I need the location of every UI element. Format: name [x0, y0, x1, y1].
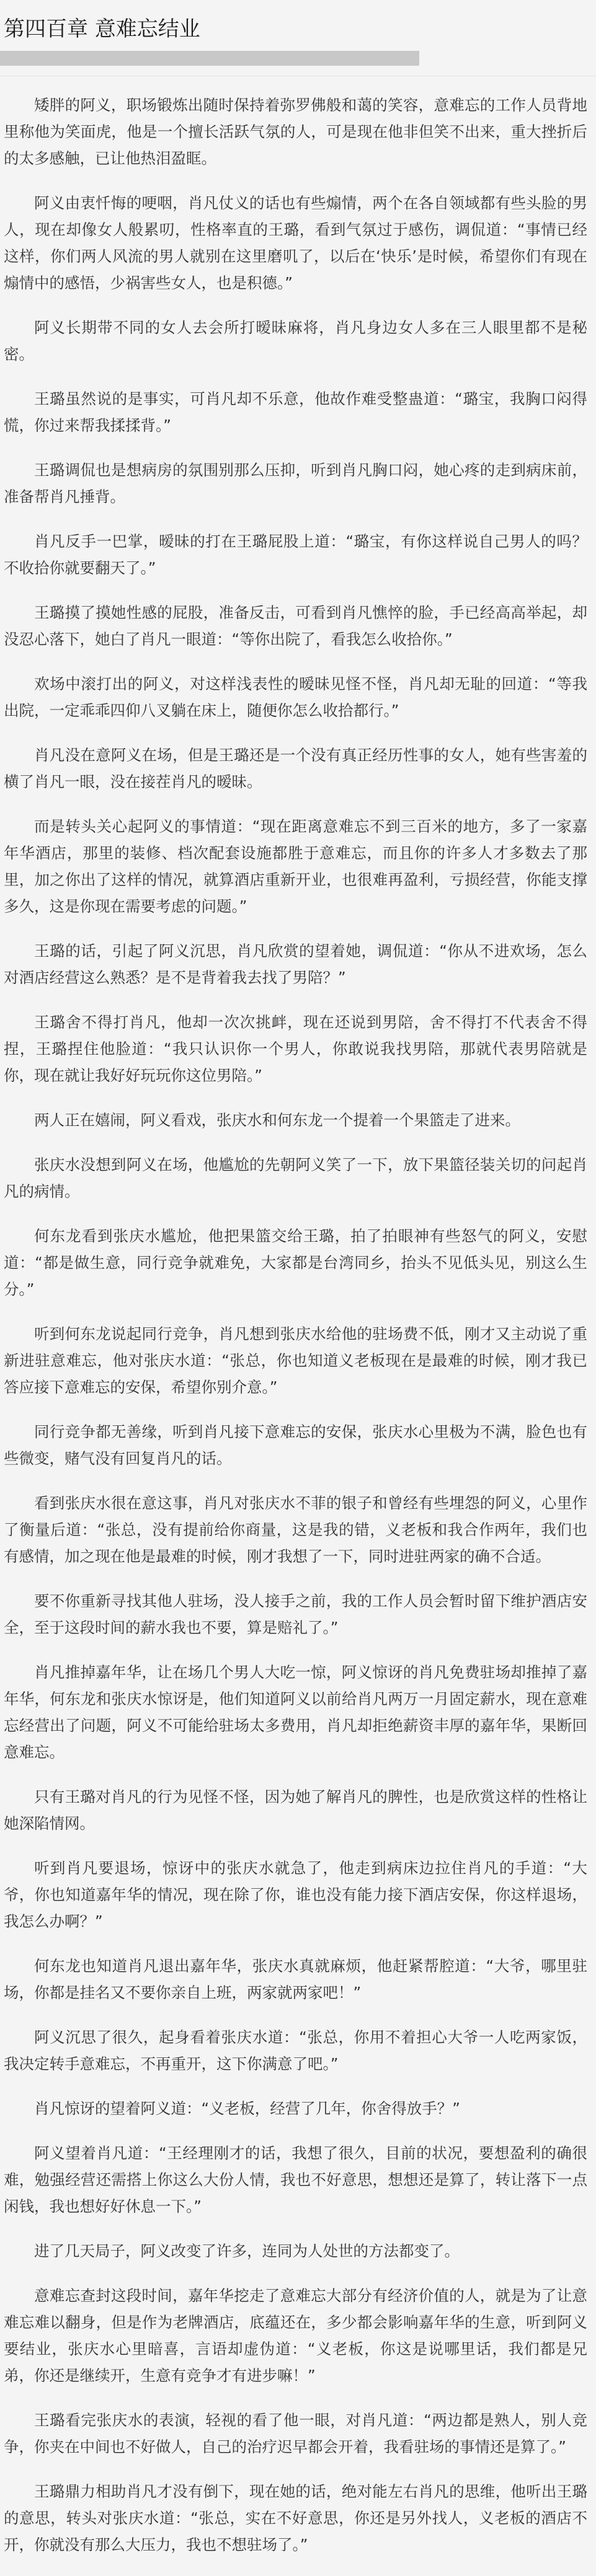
- paragraph: 王璐舍不得打肖凡，他却一次次挑衅，现在还说到男陪，舍不得打不代表舍不得捏，王璐捏住他脸道：“我只认识你一个男人，你敢说我找男陪，那就代表男陪就是你，现在就让我好好玩玩你这位男陪。”: [4, 1013, 587, 1084]
- paragraph: 肖凡反手一巴掌，暧昧的打在王璐屁股上道：“璐宝，有你这样说自己男人的吗？不收拾你就要翻天了。”: [4, 532, 587, 577]
- paragraph: 王璐的话，引起了阿义沉思，肖凡欣赏的望着她，调侃道：“你从不进欢场，怎么对酒店经营这么熟悉？是不是背着我去找了男陪？”: [4, 942, 587, 987]
- paragraph: 王璐鼎力相助肖凡才没有倒下，现在她的话，绝对能左右肖凡的思维，他听出王璐的意思，转头对张庆水道：“张总，实在不好意思，你还是另外找人，义老板的酒店不开，你就没有那么大压力，我也不想驻场了。”: [4, 2482, 587, 2554]
- paragraph: 欢场中滚打出的阿义，对这样浅表性的暧昧见怪不怪，肖凡却无耻的回道：“等我出院，一定乖乖四仰八叉躺在床上，随便你怎么收拾都行。”: [4, 675, 587, 719]
- paragraph: 阿义望着肖凡道：“王经理刚才的话，我想了很久，目前的状况，要想盈利的确很难，勉强经营还需搭上你这么大份人情，我也不好意思，想想还是算了，转让落下一点闲钱，我也想好好休息一下。”: [4, 2144, 587, 2215]
- paragraph: 肖凡推掉嘉年华，让在场几个男人大吃一惊，阿义惊讶的肖凡免费驻场却推掉了嘉年华，何东龙和张庆水惊讶是，他们知道阿义以前给肖凡两万一月固定薪水，现在意难忘经营出了问题，阿义不可能给驻场太多费用，肖凡却拒绝薪资丰厚的嘉年华，果断回意难忘。: [4, 1663, 587, 1761]
- paragraph: 听到肖凡要退场，惊讶中的张庆水就急了，他走到病床边拉住肖凡的手道：“大爷，你也知道嘉年华的情况，现在除了你，谁也没有能力接下酒店安保，你这样退场，我怎么办啊？”: [4, 1859, 587, 1930]
- paragraph: 听到何东龙说起同行竞争，肖凡想到张庆水给他的驻场费不低，刚才又主动说了重新进驻意难忘，他对张庆水道：“张总，你也知道义老板现在是最难的时候，刚才我已答应接下意难忘的安保，希望你别介意。”: [4, 1325, 587, 1396]
- chapter-body: [0, 92, 596, 2576]
- paragraph: 王璐虽然说的是事实，可肖凡却不乐意，他故作难受整蛊道：“璐宝，我胸口闷得慌，你过来帮我揉揉背。”: [4, 390, 587, 434]
- paragraph: 王璐摸了摸她性感的屁股，准备反击，可看到肖凡憔悴的脸，手已经高高举起，却没忍心落下，她白了肖凡一眼道：“等你出院了，看我怎么收拾你。”: [4, 604, 587, 648]
- paragraph: 张庆水没想到阿义在场，他尴尬的先朝阿义笑了一下，放下果篮径装关切的问起肖凡的病情。: [4, 1156, 587, 1200]
- paragraph: 王璐看完张庆水的表演，轻视的看了他一眼，对肖凡道：“两边都是熟人，别人竞争，你夹在中间也不好做人，自己的治疗迟早都会开着，我看驻场的事情还是算了。”: [4, 2411, 587, 2456]
- paragraph: 王璐调侃也是想病房的氛围别那么压抑，听到肖凡胸口闷，她心疼的走到病床前，准备帮肖凡捶背。: [4, 461, 587, 506]
- paragraph: 肖凡惊讶的望着阿义道：“义老板，经营了几年，你舍得放手？”: [34, 2099, 460, 2117]
- paragraph: 而是转头关心起阿义的事情道：“现在距离意难忘不到三百米的地方，多了一家嘉年华酒店，那里的装修、档次配套设施都胜于意难忘，而且你的许多人才多数去了那里，加之你出了这样的情况，就算酒店重新开业，也很难再盈利，亏损经营，你能支撑多久，这是你现在需要考虑的问题。”: [4, 817, 587, 915]
- paragraph: 两人正在嬉闹，阿义看戏，张庆水和何东龙一个提着一个果篮走了进来。: [34, 1111, 520, 1129]
- paragraph: 看到张庆水很在意这事，肖凡对张庆水不菲的银子和曾经有些埋怨的阿义，心里作了衡量后道：“张总，没有提前给你商量，这是我的错，义老板和我合作两年，我们也有感情，加之现在他是最难的时候，刚才我想了一下，同时进驻两家的确不合适。: [4, 1494, 587, 1565]
- title-underline-bar: [0, 51, 419, 66]
- paragraph: 阿义长期带不同的女人去会所打暧昧麻将，肖凡身边女人多在三人眼里都不是秘密。: [4, 319, 587, 363]
- paragraph: 肖凡没在意阿义在场，但是王璐还是一个没有真正经历性事的女人，她有些害羞的横了肖凡一眼，没在接茬肖凡的暧昧。: [4, 746, 587, 791]
- chapter-title: 第四百章 意难忘结业: [4, 17, 200, 42]
- paragraph: 意难忘查封这段时间，嘉年华挖走了意难忘大部分有经济价值的人，就是为了让意难忘难以翻身，但是作为老牌酒店，底蕴还在，多少都会影响嘉年华的生意，听到阿义要结业，张庆水心里暗喜，言语却虚伪道：“义老板，你这是说哪里话，我们都是兄弟，你还是继续开，生意有竞争才有进步嘛！”: [4, 2287, 587, 2385]
- paragraph: 只有王璐对肖凡的行为见怪不怪，因为她了解肖凡的脾性，也是欣赏这样的性格让她深陷情网。: [4, 1788, 587, 1832]
- paragraph: 要不你重新寻找其他人驻场，没人接手之前，我的工作人员会暂时留下维护酒店安全，至于这段时间的薪水我也不要，算是赔礼了。”: [4, 1592, 587, 1637]
- paragraph: 阿义由衷忏悔的哽咽，肖凡仗义的话也有些煽情，两个在各自领域都有些头脸的男人，现在却像女人般累叨，性格率直的王璐，看到气氛过于感伤，调侃道：“事情已经这样，你们两人风流的男人就别在这里磨叽了，以后在‘快乐’是时候，希望你们有现在煽情中的感悟，少祸害些女人，也是积德。”: [4, 194, 587, 292]
- paragraph: 矮胖的阿义，职场锻炼出随时保持着弥罗佛般和蔼的笑容，意难忘的工作人员背地里称他为笑面虎，他是一个擅长活跃气氛的人，可是现在他非但笑不出来，重大挫折后的太多感触，已让他热泪盈眶。: [4, 96, 587, 167]
- paragraph: 进了几天局子，阿义改变了许多，连同为人处世的方法都变了。: [34, 2242, 460, 2260]
- paragraph: 阿义沉思了很久，起身看着张庆水道：“张总，你用不着担心大爷一人吃两家饭，我决定转手意难忘，不再重开，这下你满意了吧。”: [4, 2028, 587, 2073]
- paragraph: 何东龙看到张庆水尴尬，他把果篮交给王璐，拍了拍眼神有些怒气的阿义，安慰道：“都是做生意，同行竞争就难免，大家都是台湾同乡，抬头不见低头见，别这么生分。”: [4, 1227, 587, 1298]
- paragraph: 同行竞争都无善缘，听到肖凡接下意难忘的安保，张庆水心里极为不满，脸色也有些微变，赌气没有回复肖凡的话。: [4, 1423, 587, 1467]
- paragraph: 何东龙也知道肖凡退出嘉年华，张庆水真就麻烦，他赶紧帮腔道：“大爷，哪里驻场，你都是挂名又不要你亲自上班，两家就两家吧！”: [4, 1957, 587, 2002]
